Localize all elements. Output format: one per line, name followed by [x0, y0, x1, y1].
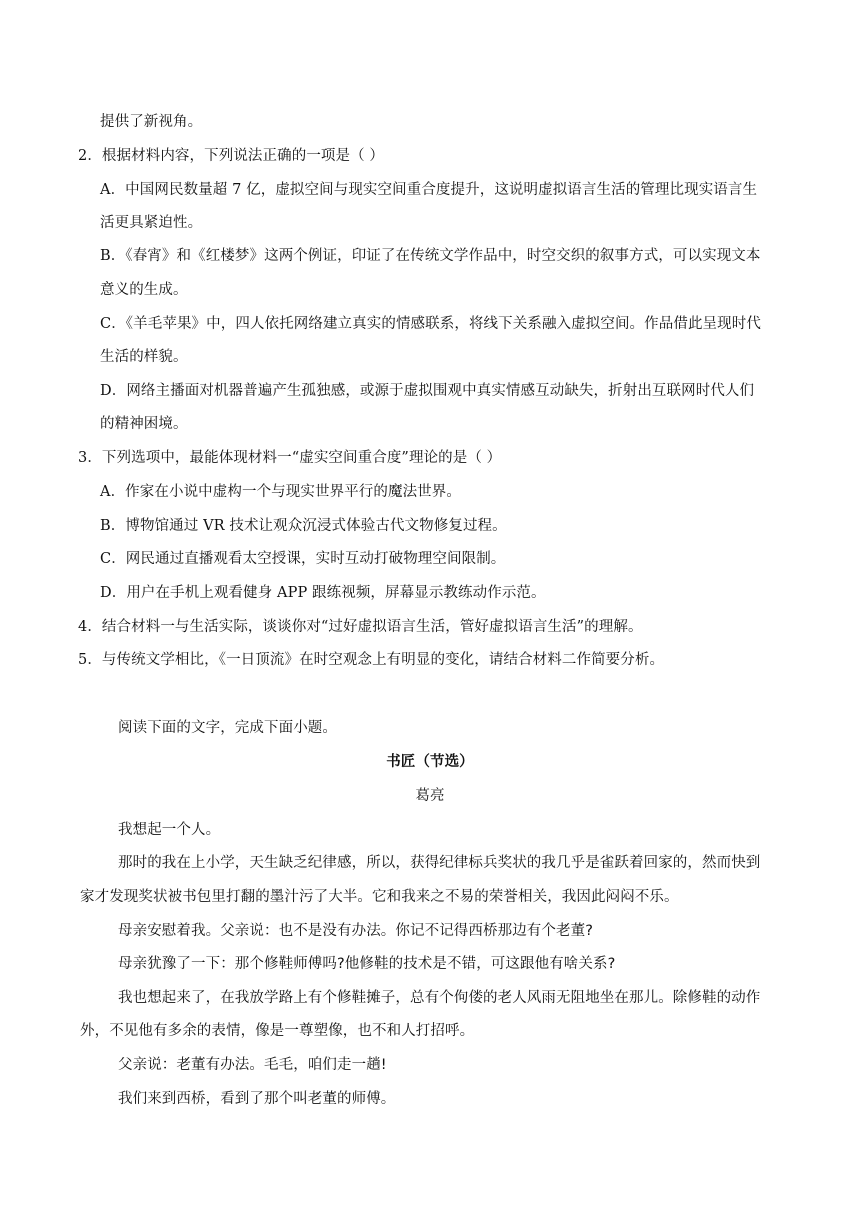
question-4: 4．结合材料一与生活实际，谈谈你对“过好虚拟语言生活，管好虚拟语言生活”的理解。 — [78, 619, 643, 635]
question-2-option-c: C．《羊毛苹果》中，四人依托网络建立真实的情感联系，将线下关系融入虚拟空间。作品借此呈现时代 — [100, 316, 761, 332]
passage-paragraph-2: 那时的我在上小学，天生缺乏纪律感，所以，获得纪律标兵奖状的我几乎是雀跃着回家的，然而快到 — [118, 855, 761, 871]
passage-paragraph-2-cont: 家才发现奖状被书包里打翻的墨汁污了大半。它和我来之不易的荣誉相关，我因此闷闷不乐。 — [80, 889, 679, 905]
passage-author: 葛亮 — [415, 788, 445, 804]
passage-paragraph-7: 我们来到西桥，看到了那个叫老董的师傅。 — [118, 1091, 396, 1107]
question-2-option-b: B．《春宵》和《红楼梦》这两个例证，印证了在传统文学作品中，时空交织的叙事方式，可以实现文本 — [100, 248, 761, 264]
passage-paragraph-5-cont: 外，不见他有多余的表情，像是一尊塑像，也不和人打招呼。 — [80, 1023, 475, 1039]
passage-paragraph-5: 我也想起来了，在我放学路上有个修鞋摊子，总有个佝偻的老人风雨无阻地坐在那儿。除修鞋的动作 — [118, 990, 761, 1006]
question-3-option-c: C．网民通过直播观看太空授课，实时互动打破物理空间限制。 — [100, 551, 506, 567]
passage-paragraph-1: 我想起一个人。 — [118, 822, 221, 838]
question-2-option-b-cont: 意义的生成。 — [100, 282, 188, 298]
question-2-option-d: D．网络主播面对机器普遍产生孤独感，或源于虚拟围观中真实情感互动缺失，折射出互联网时代人们 — [100, 383, 755, 399]
question-2-option-c-cont: 生活的样貌。 — [100, 349, 188, 365]
passage-paragraph-6: 父亲说：老董有办法。毛毛，咱们走一趟! — [118, 1057, 387, 1073]
question-2-option-d-cont: 的精神困境。 — [100, 416, 188, 432]
question-2-stem: 2．根据材料内容，下列说法正确的一项是（ ） — [78, 148, 385, 164]
reading-instruction: 阅读下面的文字，完成下面小题。 — [118, 720, 337, 736]
passage-paragraph-3: 母亲安慰着我。父亲说：也不是没有办法。你记不记得西桥那边有个老董? — [118, 923, 593, 939]
question-3-stem: 3．下列选项中，最能体现材料一“虚实空间重合度”理论的是（ ） — [78, 450, 502, 466]
q1-continuation: 提供了新视角。 — [100, 114, 203, 130]
question-3-option-a: A．作家在小说中虚构一个与现实世界平行的魔法世界。 — [100, 484, 461, 500]
passage-paragraph-4: 母亲犹豫了一下：那个修鞋师傅吗?他修鞋的技术是不错，可这跟他有啥关系? — [118, 956, 616, 972]
question-2-option-a-cont: 活更具紧迫性。 — [100, 215, 203, 231]
question-2-option-a: A．中国网民数量超 7 亿，虚拟空间与现实空间重合度提升，这说明虚拟语言生活的管理比现实语言生 — [100, 182, 758, 198]
question-3-option-d: D．用户在手机上观看健身 APP 跟练视频，屏幕显示教练动作示范。 — [100, 585, 546, 601]
passage-title: 书匠（节选） — [386, 754, 474, 770]
question-3-option-b: B．博物馆通过 VR 技术让观众沉浸式体验古代文物修复过程。 — [100, 518, 507, 534]
question-5: 5．与传统文学相比，《一日顶流》在时空观念上有明显的变化，请结合材料二作简要分析。 — [78, 652, 665, 668]
